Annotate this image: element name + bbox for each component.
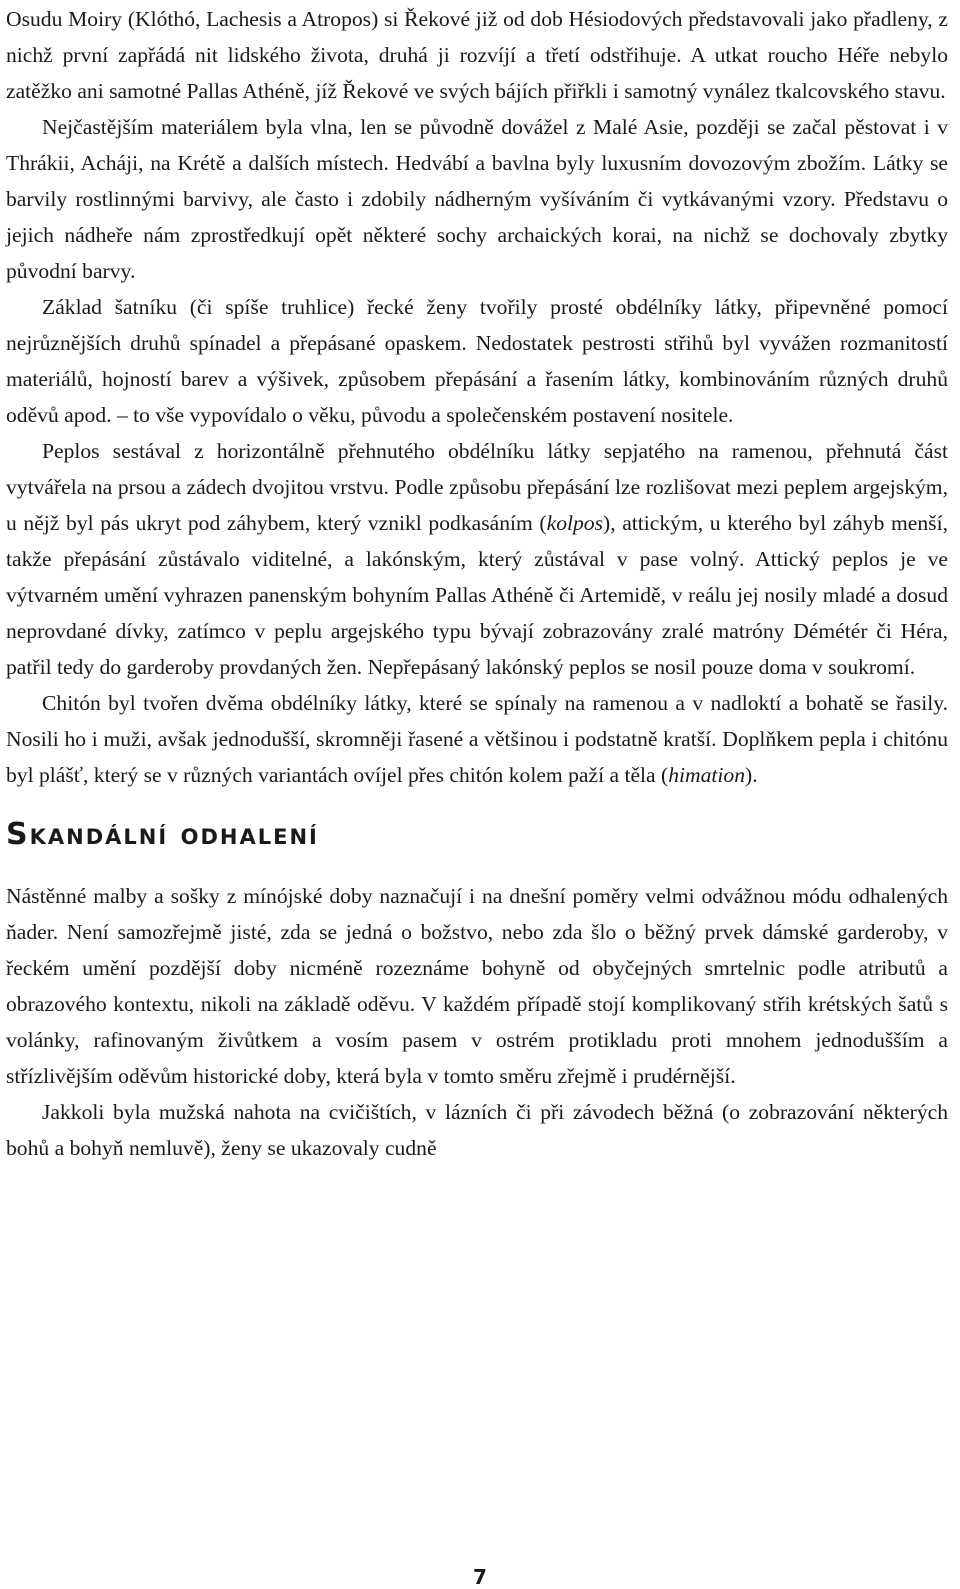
document-page: [6, 0, 948, 1166]
text-block-1: [6, 0, 948, 793]
paragraph: [6, 685, 948, 793]
paragraph-text: ), attickým, u kterého byl záhyb menší, takže přepásání zůstávalo viditelné, a lakónským, který zůstával v pase volný. Attický peplos je ve výtvarném umění vyhrazen panenským bohyním Pallas Athéně či Artemidě, v reálu jej nosily mladé a dosud neprovdané dívky, zatímco v peplu argejského typu bývají zobrazovány zralé matróny Démétér či Héra, patřil tedy do garderoby provdaných žen. Nepřepásaný lakónský peplos se nosil pouze doma v soukromí.: [6, 511, 948, 679]
italic-term: kolpos: [546, 511, 603, 535]
section-heading: Skandální odhalení: [6, 817, 319, 852]
paragraph: [6, 289, 948, 433]
paragraph-text: Chitón byl tvořen dvěma obdélníky látky, které se spínaly na ramenou a v nadloktí a bohatě se řasily. Nosili ho i muži, avšak jednodušší, skromněji řasené a většinou i podstatně kratší. Doplňkem pepla i chitónu byl plášť, který se v různých variantách ovíjel přes chitón kolem paží a těla (: [6, 691, 948, 787]
text-block-2: [6, 878, 948, 1166]
page-number: 7: [473, 1565, 487, 1589]
paragraph-text: ).: [745, 763, 758, 787]
italic-term: himation: [668, 763, 745, 787]
paragraph-text: Nástěnné malby a sošky z mínójské doby naznačují i na dnešní poměry velmi odvážnou módu odhalených ňader. Není samozřejmě jisté, zda se jedná o božstvo, nebo zda šlo o běžný prvek dámské garderoby, v řeckém umění pozdější doby nicméně rozeznáme bohyně od obyčejných smrtelnic podle atributů a obrazového kontextu, nikoli na základě oděvu. V každém případě stojí komplikovaný střih krétských šatů s volánky, rafinovaným živůtkem a vosím pasem v ostrém protikladu proti mnohem jednodušším a střízlivějším oděvům historické doby, která byla v tomto směru zřejmě i prudérnější.: [6, 884, 948, 1088]
paragraph: [6, 1094, 948, 1166]
paragraph-text: Nejčastějším materiálem byla vlna, len se původně dovážel z Malé Asie, později se začal pěstovat i v Thrákii, Acháji, na Krétě a dalších místech. Hedvábí a bavlna byly luxusním dovozovým zbožím. Látky se barvily rostlinnými barvivy, ale často i zdobily nádherným vyšíváním či vytkávanými vzory. Představu o jejich nádheře nám zprostředkují opět některé sochy archaických korai, na nichž se dochovaly zbytky původní barvy.: [6, 115, 948, 283]
paragraph-text: Jakkoli byla mužská nahota na cvičištích, v lázních či při závodech běžná (o zobrazování některých bohů a bohyň nemluvě), ženy se ukazovaly cudně: [6, 1100, 948, 1160]
paragraph-text: Základ šatníku (či spíše truhlice) řecké ženy tvořily prosté obdélníky látky, připevněné pomocí nejrůznějších druhů spínadel a přepásané opaskem. Nedostatek pestrosti střihů byl vyvážen rozmanitostí materiálů, hojností barev a výšivek, způsobem přepásání a řasením látky, kombinováním různých druhů oděvů apod. – to vše vypovídalo o věku, původu a společenském postavení nositele.: [6, 295, 948, 427]
paragraph-text: Osudu Moiry (Klóthó, Lachesis a Atropos) si Řekové již od dob Hésiodových představovali jako přadleny, z nichž první zapřádá nit lidského života, druhá ji rozvíjí a třetí odstřihuje. A utkat roucho Héře nebylo zatěžko ani samotné Pallas Athéně, jíž Řekové ve svých bájích přiřkli i samotný vynález tkalcovského stavu.: [6, 7, 948, 103]
paragraph-text: Peplos sestával z horizontálně přehnutého obdélníku látky sepjatého na ramenou, přehnutá část vytvářela na prsou a zádech dvojitou vrstvu. Podle způsobu přepásání lze rozlišovat mezi peplem argejským, u nějž byl pás ukryt pod záhybem, který vznikl podkasáním (: [6, 439, 948, 535]
paragraph: [6, 1, 948, 109]
paragraph: [6, 109, 948, 289]
paragraph: [6, 433, 948, 685]
paragraph: [6, 878, 948, 1094]
